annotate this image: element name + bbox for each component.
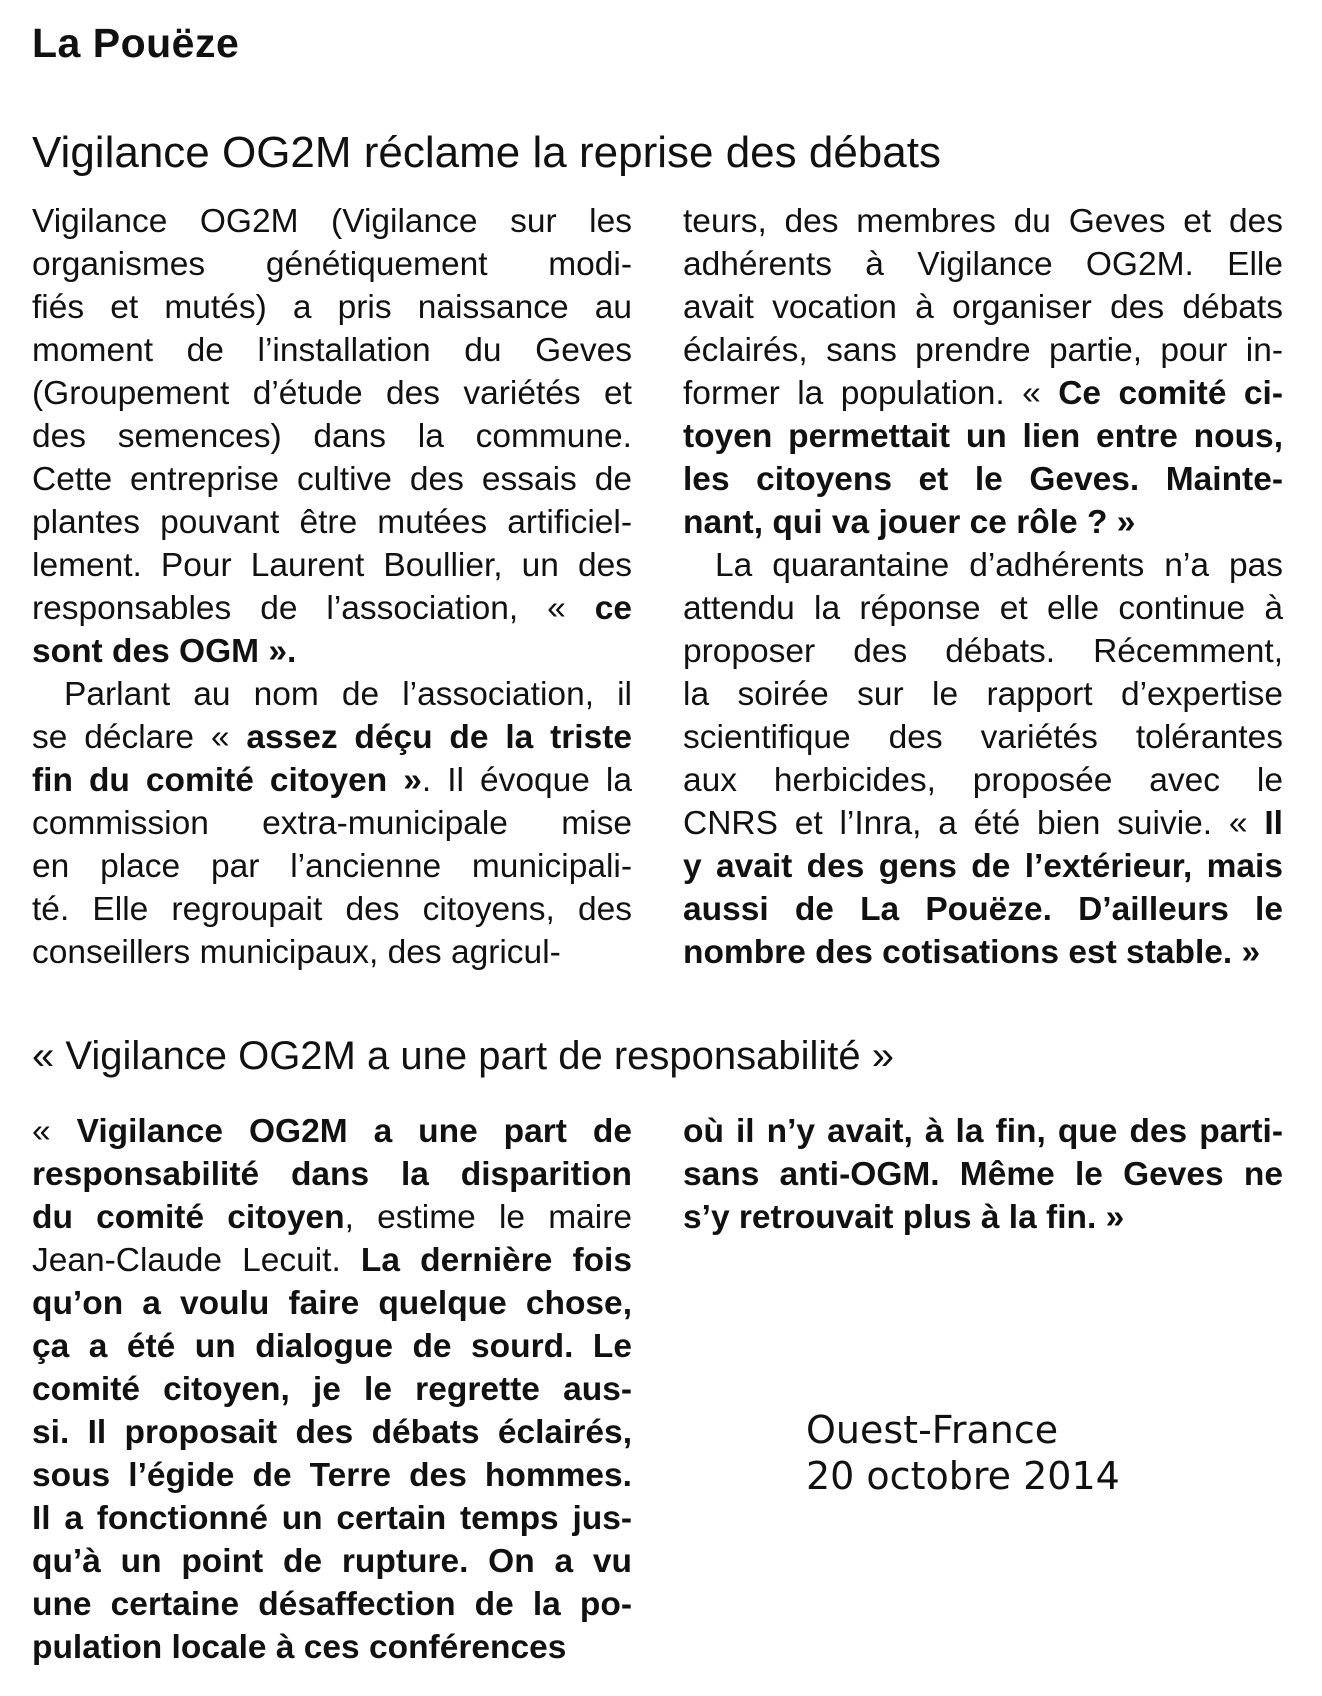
text-line: La quarantaine d’adhérents n’a pas <box>715 547 1283 584</box>
text-line: « Vigilance OG2M a une part de <box>32 1113 632 1150</box>
source-credit <box>806 1407 1120 1499</box>
text-line: scientifique des variétés tolérantes <box>683 719 1283 756</box>
text-line: moment de l’installation du Geves <box>32 332 632 369</box>
text-line: teurs, des membres du Geves et des <box>683 203 1283 240</box>
text-line: une certaine désaffection de la po- <box>32 1586 632 1623</box>
text-line: se déclare « assez déçu de la triste <box>32 719 632 756</box>
text-line: sont des OGM ». <box>32 633 297 670</box>
text-line: aussi de La Pouëze. D’ailleurs le <box>683 891 1283 928</box>
text-line: ça a été un dialogue de sourd. Le <box>32 1328 632 1365</box>
text-line: attendu la réponse et elle continue à <box>683 590 1283 627</box>
article-column-1 <box>32 200 632 974</box>
text-line: sous l’égide de Terre des hommes. <box>32 1457 632 1494</box>
source-date: 20 octobre 2014 <box>806 1454 1120 1498</box>
text-line: fin du comité citoyen ». Il évoque la <box>32 762 632 799</box>
text-line: comité citoyen, je le regrette aus- <box>32 1371 632 1408</box>
text-line: avait vocation à organiser des débats <box>683 289 1283 326</box>
text-line: qu’on a voulu faire quelque chose, <box>32 1285 632 1322</box>
interview-column-1 <box>32 1110 632 1669</box>
text-line: éclairés, sans prendre partie, pour in- <box>683 332 1283 369</box>
interview-column-2 <box>683 1110 1283 1239</box>
text-line: nant, qui va jouer ce rôle ? » <box>683 504 1136 541</box>
text-line: sans anti-OGM. Même le Geves ne <box>683 1156 1283 1193</box>
section-rubric: La Pouëze <box>32 20 240 66</box>
text-line: nombre des cotisations est stable. » <box>683 934 1261 971</box>
text-line: former la population. « Ce comité ci- <box>683 375 1283 412</box>
text-line: Vigilance OG2M (Vigilance sur les <box>32 203 632 240</box>
text-line: lement. Pour Laurent Boullier, un des <box>32 547 632 584</box>
text-line: responsabilité dans la disparition <box>32 1156 632 1193</box>
text-line: proposer des débats. Récemment, <box>683 633 1283 670</box>
text-line: qu’à un point de rupture. On a vu <box>32 1543 632 1580</box>
text-line: du comité citoyen, estime le maire <box>32 1199 632 1236</box>
text-line: plantes pouvant être mutées artificiel- <box>32 504 632 541</box>
text-line: té. Elle regroupait des citoyens, des <box>32 891 632 928</box>
text-line: aux herbicides, proposée avec le <box>683 762 1283 799</box>
text-line: y avait des gens de l’extérieur, mais <box>683 848 1283 885</box>
text-line: s’y retrouvait plus à la fin. » <box>683 1199 1125 1236</box>
text-line: CNRS et l’Inra, a été bien suivie. « Il <box>683 805 1283 842</box>
text-line: la soirée sur le rapport d’expertise <box>683 676 1283 713</box>
text-line: toyen permettait un lien entre nous, <box>683 418 1283 455</box>
text-line: si. Il proposait des débats éclairés, <box>32 1414 632 1451</box>
text-line: Jean-Claude Lecuit. La dernière fois <box>32 1242 632 1279</box>
text-line: Il a fonctionné un certain temps jus- <box>32 1500 632 1537</box>
source-publication: Ouest-France <box>806 1408 1059 1452</box>
text-line: adhérents à Vigilance OG2M. Elle <box>683 246 1283 283</box>
text-line: fiés et mutés) a pris naissance au <box>32 289 632 326</box>
text-line: où il n’y avait, à la fin, que des parti- <box>683 1113 1283 1150</box>
text-line: commission extra-municipale mise <box>32 805 632 842</box>
text-line: en place par l’ancienne municipali- <box>32 848 632 885</box>
text-line: responsables de l’association, « ce <box>32 590 632 627</box>
text-line: des semences) dans la commune. <box>32 418 632 455</box>
text-line: Cette entreprise cultive des essais de <box>32 461 632 498</box>
text-line: pulation locale à ces conférences <box>32 1629 567 1666</box>
text-line: les citoyens et le Geves. Mainte- <box>683 461 1283 498</box>
interview-subheading: « Vigilance OG2M a une part de responsabilité » <box>32 1034 895 1078</box>
article-headline: Vigilance OG2M réclame la reprise des débats <box>32 128 941 177</box>
text-line: (Groupement d’étude des variétés et <box>32 375 632 412</box>
text-line: Parlant au nom de l’association, il <box>64 676 632 713</box>
text-line: conseillers municipaux, des agricul- <box>32 934 561 971</box>
article-column-2 <box>683 200 1283 974</box>
text-line: organismes génétiquement modi- <box>32 246 632 283</box>
